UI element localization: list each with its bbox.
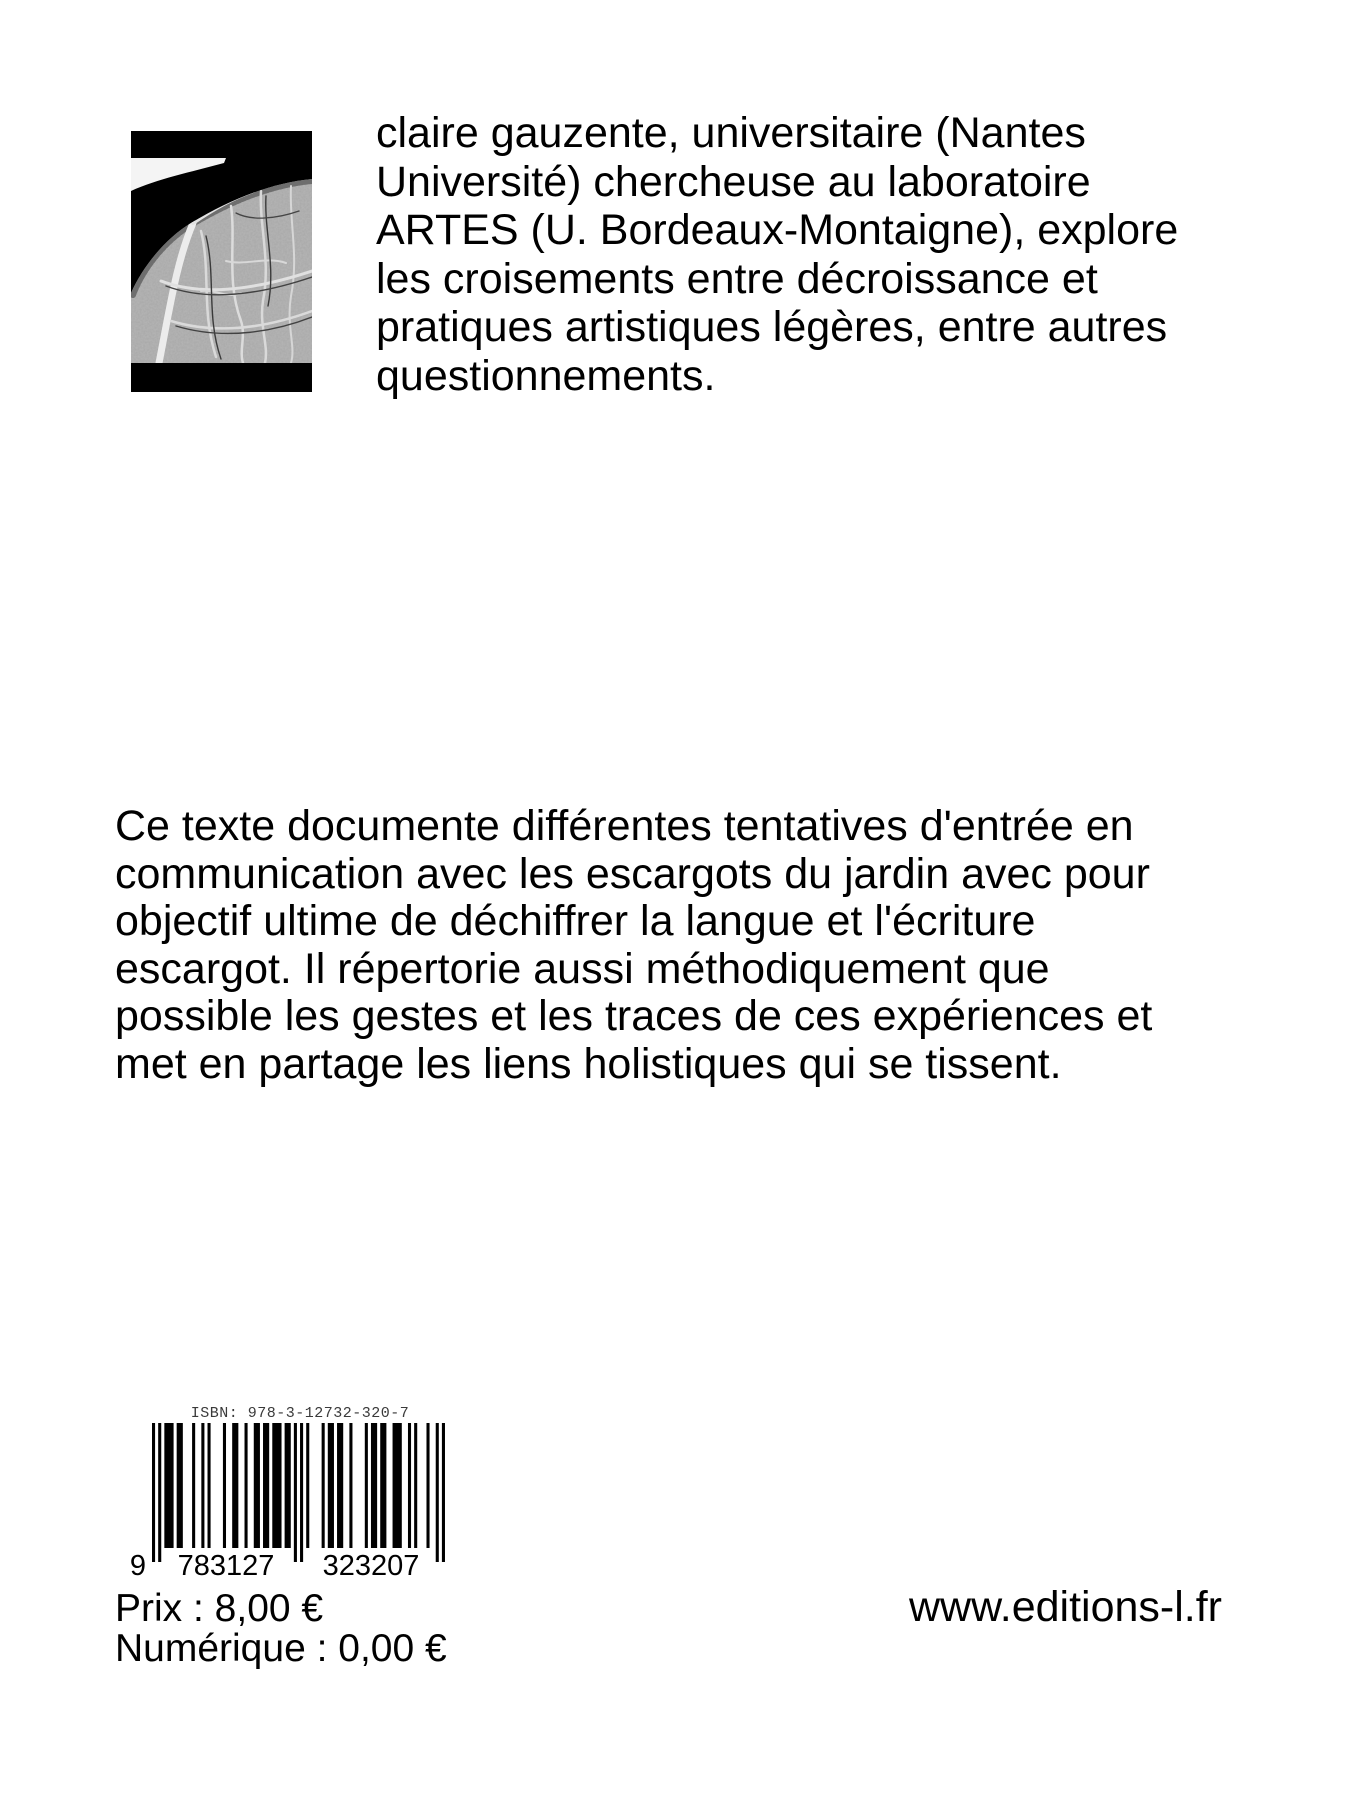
book-description — [115, 803, 1152, 1089]
isbn-label: ISBN: 978-3-12732-320-7 — [190, 1405, 410, 1422]
description-line: possible les gestes et les traces de ces expériences et — [115, 992, 1153, 1041]
bio-line: Université) chercheuse au laboratoire — [376, 157, 1091, 206]
bio-line: questionnements. — [376, 351, 716, 400]
snail-texture-illustration — [131, 131, 312, 392]
author-photo — [131, 131, 312, 392]
barcode-digit-first: 9 — [129, 1550, 147, 1582]
pricing-block — [115, 1589, 447, 1669]
description-line: objectif ultime de déchiffrer la langue et l'écriture — [115, 897, 1036, 946]
ean13-barcode — [105, 1423, 465, 1583]
description-line: Ce texte documente différentes tentatives d'entrée en — [115, 802, 1134, 850]
barcode-digits-right: 323207 — [322, 1550, 420, 1582]
bio-line: ARTES (U. Bordeaux-Montaigne), explore — [376, 206, 1179, 254]
description-line: communication avec les escargots du jardin avec pour — [115, 849, 1150, 898]
bio-line: les croisements entre décroissance et — [376, 254, 1098, 303]
price-digital: Numérique : 0,00 € — [115, 1627, 447, 1670]
bio-line: pratiques artistiques légères, entre autres — [376, 303, 1168, 351]
barcode-digits-left: 783127 — [177, 1550, 275, 1582]
bio-line: claire gauzente, universitaire (Nantes — [376, 109, 1086, 157]
author-bio — [376, 109, 1178, 400]
publisher-website: www.editions-l.fr — [908, 1583, 1222, 1631]
price-print: Prix : 8,00 € — [115, 1587, 324, 1630]
description-line: escargot. Il répertorie aussi méthodiquement que — [115, 944, 1050, 993]
description-line: met en partage les liens holistiques qui se tissent. — [115, 1039, 1062, 1088]
